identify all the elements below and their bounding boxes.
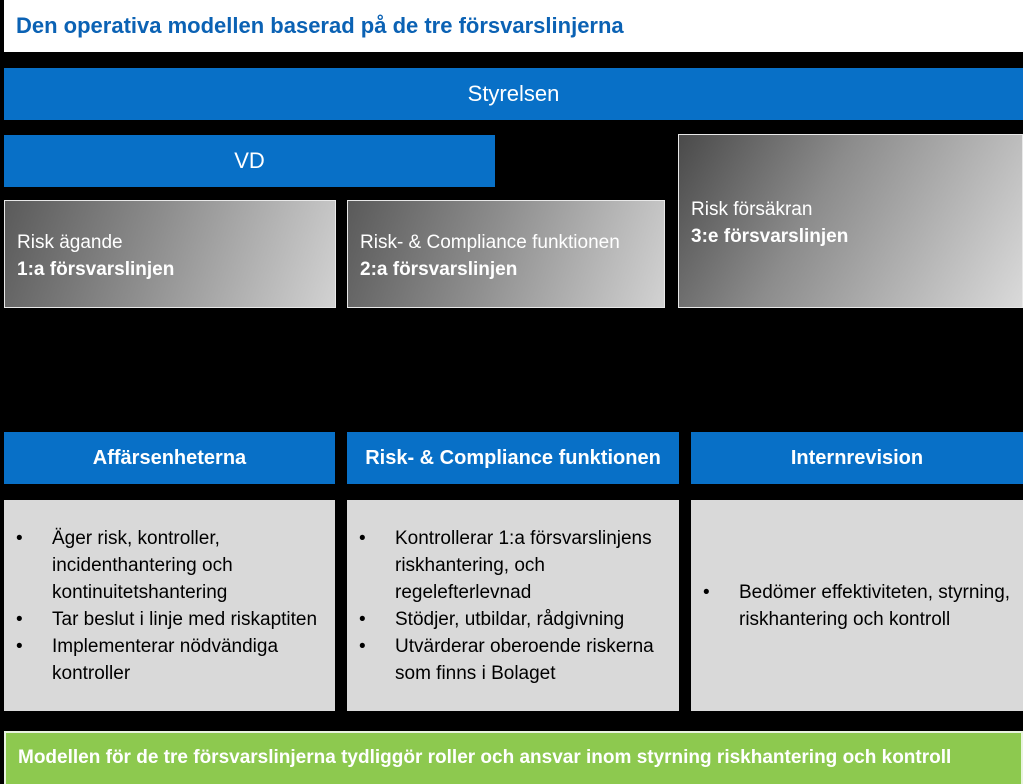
column-heading-business-units: Affärsenheterna [4, 432, 335, 484]
third-line-label: 3:e försvarslinjen [691, 226, 849, 247]
first-line-role: Risk ägande [17, 232, 123, 253]
second-line-role: Risk- & Compliance funktionen [360, 232, 620, 253]
second-line-box [347, 200, 665, 308]
list-item: • Utvärderar oberoende riskerna som finns i Bolaget [347, 633, 671, 687]
business-units-box [4, 500, 335, 711]
list-item: • Bedömer effektiviteten, styrning, riskhantering och kontroll [691, 579, 1015, 633]
column-heading-internal-audit: Internrevision [691, 432, 1023, 484]
list-item: • Tar beslut i linje med riskaptiten [4, 606, 327, 633]
list-item: • Implementerar nödvändiga kontroller [4, 633, 327, 687]
footer-banner: Modellen för de tre försvarslinjerna tydliggör roller och ansvar inom styrning riskhantering och kontroll [4, 731, 1023, 784]
first-line-label: 1:a försvarslinjen [17, 259, 175, 280]
third-line-box [678, 134, 1023, 308]
third-line-role: Risk försäkran [691, 199, 813, 220]
list-item: • Kontrollerar 1:a försvarslinjens riskhantering, och regelefterlevnad [347, 525, 671, 606]
risk-compliance-box [347, 500, 679, 711]
bullet-list [691, 579, 1015, 633]
ceo-box: VD [4, 135, 495, 187]
page-title: Den operativa modellen baserad på de tre försvarslinjerna [4, 0, 1023, 52]
column-heading-risk-compliance: Risk- & Compliance funktionen [347, 432, 679, 484]
list-item: • Stödjer, utbildar, rådgivning [347, 606, 671, 633]
second-line-label: 2:a försvarslinjen [360, 259, 518, 280]
internal-audit-box [691, 500, 1023, 711]
bullet-list [4, 525, 327, 687]
list-item: • Äger risk, kontroller, incidenthantering och kontinuitetshantering [4, 525, 327, 606]
board-box: Styrelsen [4, 68, 1023, 120]
bullet-list [347, 525, 671, 687]
first-line-box [4, 200, 336, 308]
